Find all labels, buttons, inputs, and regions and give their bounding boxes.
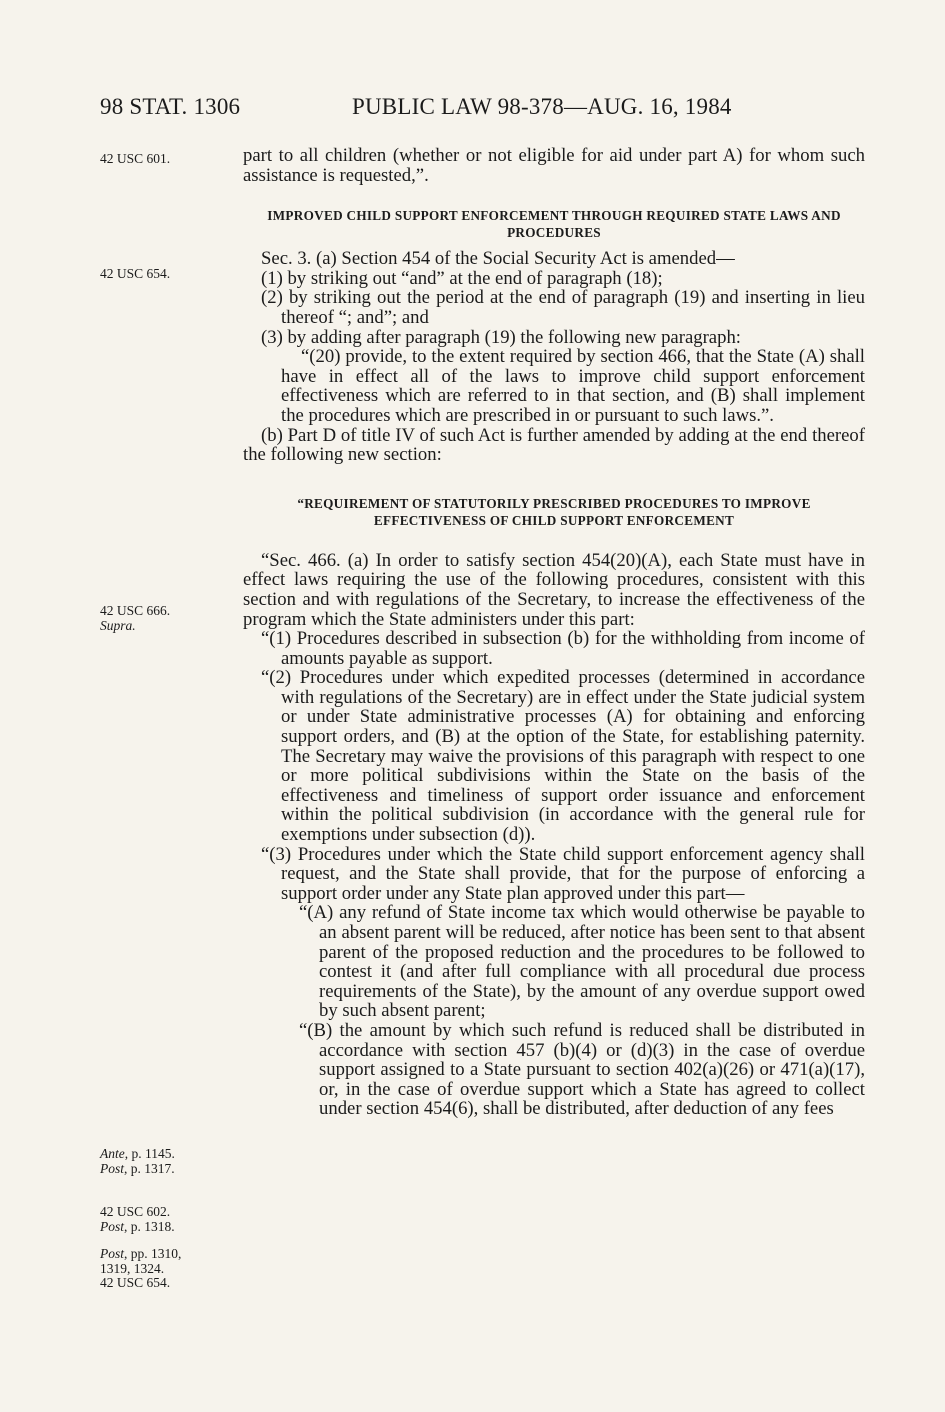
margin-note-italic: Post [100,1160,125,1176]
paragraph: “(3) Procedures under which the State child support enforcement agency shall request, and the State shall provide, that for the purpose of enforcing a support order under any State plan approved under this part— [261,843,865,904]
spacer [243,529,865,551]
margin-note-line [100,1147,220,1162]
page-citation: 98 STAT. 1306 [100,94,241,119]
paragraph: (1) by striking out “and” at the end of paragraph (18); [261,267,663,289]
margin-note-usc-666 [100,604,220,633]
margin-note-line [100,619,220,634]
margin-note-line [100,1162,220,1177]
paragraph: “(A) any refund of State income tax which would otherwise be payable to an absent parent will be reduced, after notice has been sent to that absent parent of the proposed reduction and the procedures to be followed to contest it (and after full compliance with all procedural due process requirements of the State), by the amount of any overdue support owed by such absent parent; [299,902,865,1022]
paragraph: part to all children (whether or not eligible for aid under part A) for whom such assistance is requested,”. [243,145,865,186]
margin-note-italic: Supra. [100,617,136,633]
margin-note-text: , p. 1145. [124,1146,175,1161]
paragraph: (3) by adding after paragraph (19) the following new paragraph: [261,326,741,348]
paragraph: “(2) Procedures under which expedited processes (determined in accordance with regulations of the Secretary) are in effect under the State judicial system or under State administrative processes (A) for obtaining and enforcing support orders, and (B) at the option of the State, for establishing paternity. The Secretary may waive the provisions of this paragraph with respect to one or more political subdivisions within the State on the basis of the effectiveness and timeliness of support order issuance and enforcement within the political subdivision (in accordance with the general rule for exemptions under subsection (d)). [261,667,865,846]
margin-note-usc-654: 42 USC 654. [100,266,171,281]
spacer [243,465,865,495]
paragraph: Sec. 3. (a) Section 454 of the Social Security Act is amended— [261,248,735,270]
paragraph: (b) Part D of title IV of such Act is further amended by adding at the end thereof the following new section: [243,424,865,466]
margin-note-text: , p. 1318. [124,1218,175,1234]
margin-note-text: , p. 1317. [124,1160,175,1176]
margin-note-line [100,1220,220,1235]
margin-note-usc-602 [100,1205,220,1234]
paragraph: “(1) Procedures described in subsection (b) for the withholding from income of amounts payable as support. [261,628,865,669]
margin-note-line: 42 USC 666. [100,603,171,618]
paragraph: (2) by striking out the period at the end of paragraph (19) and inserting in lieu thereof “; and”; and [261,287,865,328]
margin-note-italic: Ante [100,1146,125,1161]
running-head: PUBLIC LAW 98-378—AUG. 16, 1984 [352,94,732,119]
statute-body [243,146,865,1119]
margin-note-post-pp [100,1247,220,1291]
section-heading: “REQUIREMENT OF STATUTORILY PRESCRIBED PROCEDURES TO IMPROVE EFFECTIVENESS OF CHILD SUPPORT ENFORCEMENT [297,495,811,528]
margin-note-line: 42 USC 602. [100,1204,171,1219]
margin-note-italic: Post [100,1246,125,1261]
margin-note-line [100,1247,220,1262]
margin-note-ante-post [100,1147,220,1176]
margin-note-usc-601: 42 USC 601. [100,151,171,166]
paragraph: “(B) the amount by which such refund is reduced shall be distributed in accordance with section 457 (b)(4) or (d)(3) in the case of overdue support assigned to a State pursuant to section 402(a)(26) or 471(a)(17), or, in the case of overdue support which a State has agreed to collect under section 454(6), shall be distributed, after deduction of any fees [299,1019,865,1120]
margin-note-italic: Post [100,1218,125,1234]
spacer [243,185,865,207]
margin-note-line: 1319, 1324. [100,1260,165,1276]
margin-note-line: 42 USC 654. [100,1275,171,1290]
section-heading: IMPROVED CHILD SUPPORT ENFORCEMENT THROUGH REQUIRED STATE LAWS AND PROCEDURES [267,208,841,241]
paragraph: “Sec. 466. (a) In order to satisfy section 454(20)(A), each State must have in effect laws requiring the use of the following procedures, consistent with this section and with regulations of the Secretary, to increase the effectiveness of the program which the State administers under this part: [243,549,865,630]
paragraph: “(20) provide, to the extent required by section 466, that the State (A) shall have in effect all of the laws to improve child support enforcement effectiveness which are referred to in that section, and (B) shall implement the procedures which are prescribed in or pursuant to such laws.”. [281,346,865,426]
margin-note-text: , pp. 1310, [124,1246,182,1261]
